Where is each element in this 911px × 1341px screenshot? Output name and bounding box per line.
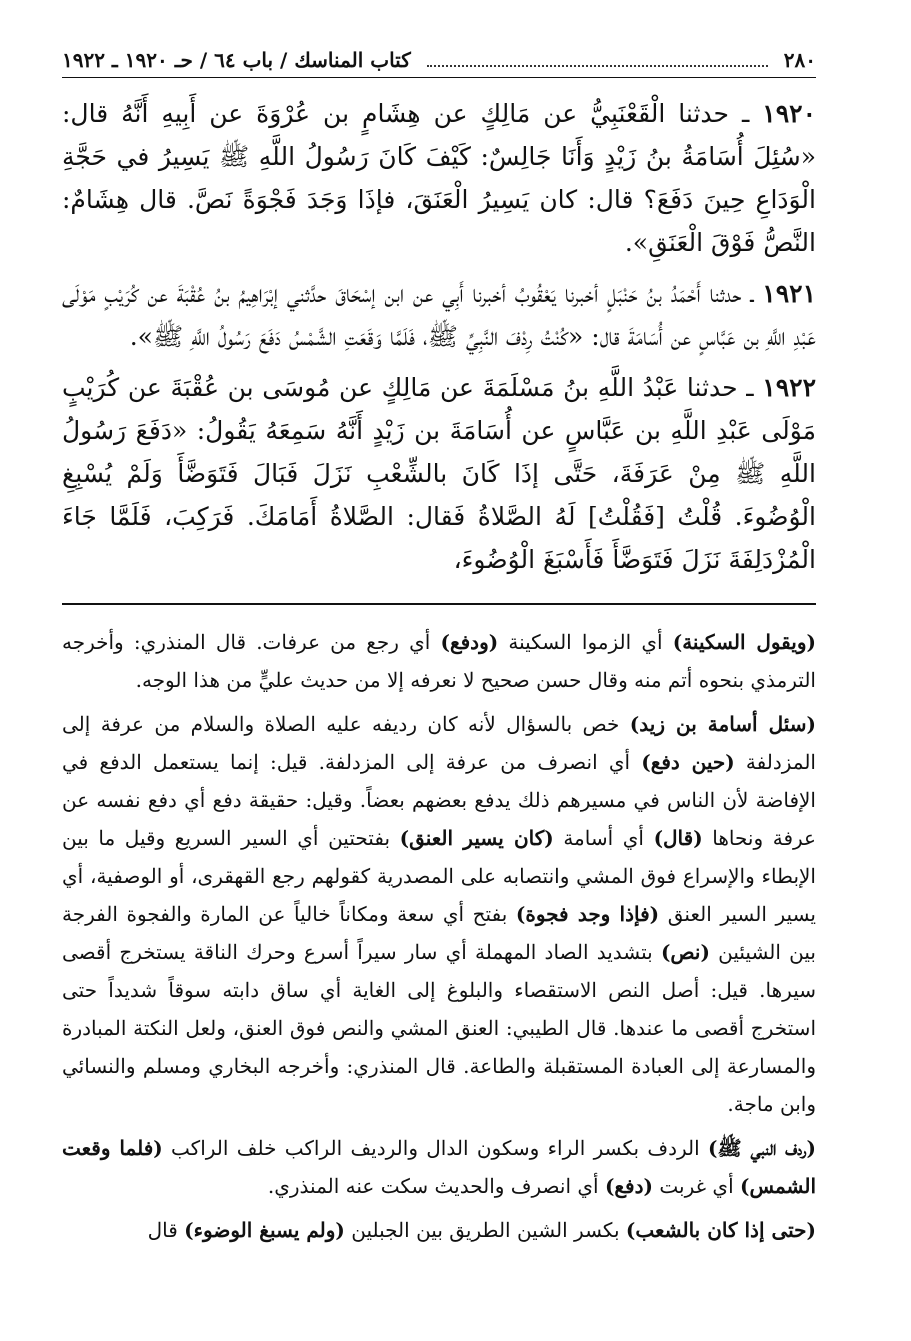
hadith-1920 — [62, 92, 816, 264]
commentary-text: أي غربت — [653, 1174, 740, 1198]
leader-dots — [427, 65, 768, 67]
commentary-paragraph — [62, 1129, 816, 1205]
page-header — [62, 48, 816, 78]
commentary-lemma: (نص) — [660, 940, 710, 964]
commentary-text: أي انصرف والحديث سكت عنه المنذري. — [267, 1174, 605, 1198]
commentary-lemma: (ويقول السكينة) — [672, 630, 816, 654]
commentary-lemma: (حتى إذا كان بالشعب) — [625, 1218, 816, 1242]
hadith-1922 — [62, 366, 816, 581]
hadith-text: ـ حدثنا عَبْدُ اللَّهِ بنُ مَسْلَمَةَ عن مَالِكٍ عن مُوسَى بن عُقْبَةَ عن كُرَيْبٍ مَوْلَى عَبْدِ اللَّهِ بن عَبَّاسٍ عن أُسَامَةَ بن زَيْدٍ أَنَّهُ سَمِعَهُ يَقُولُ: «دَفَعَ رَسُولُ اللَّهِ ﷺ مِنْ عَرَفَةَ، حَتَّى إذَا كَانَ بالشِّعْبِ نَزَلَ فَبَالَ فَتَوَضَّأَ وَلَمْ يُسْبِغِ الْوُضُوءَ. قُلْتُ [فَقُلْتُ] لَهُ الصَّلاةُ فَقال: الصَّلاةُ أَمَامَكَ. فَرَكِبَ، فَلَمَّا جَاءَ الْمُزْدَلِفَةَ نَزَلَ فَتَوَضَّأَ فَأَسْبَغَ الْوُضُوءَ، — [62, 373, 816, 574]
commentary-text: بتشديد الصاد المهملة أي سار سيراً أسرع وحرك الناقة يستخرج أقصى سيرها. قيل: أصل النص الاستقصاء والبلوغ إلى الغاية أي ساق دابته سوقاً شديداً حتى استخرج أقصى ما عندها. قال الطيبي: العنق المشي والنص فوق العنق، ولعل النكتة المبادرة والمسارعة إلى العبادة المستقبلة والطاعة. قال المنذري: وأخرجه البخاري ومسلم والنسائي وابن ماجة. — [62, 940, 816, 1116]
hadith-number: ١٩٢٠ — [762, 99, 816, 128]
running-title: كتاب المناسك / باب ٦٤ / حـ ١٩٢٠ ـ ١٩٢٢ — [62, 48, 411, 72]
commentary-section — [62, 623, 816, 1249]
commentary-text: بكسر الشين الطريق بين الجبلين — [344, 1218, 626, 1242]
hadith-text: ـ حدثنا الْقَعْنَبِيُّ عن مَالِكٍ عن هِشَامٍ بن عُرْوَةَ عن أَبِيهِ أَنَّهُ قال: «سُئِلَ أُسَامَةُ بنُ زَيْدٍ وَأَنَا جَالِسٌ: كَيْفَ كَانَ رَسُولُ اللَّهِ ﷺ يَسِيرُ في حَجَّةِ الْوَدَاعِ حِينَ دَفَعَ؟ قال: كان يَسِيرُ الْعَنَقَ، فإذَا وَجَدَ فَجْوَةً نَصَّ. قال هِشَامٌ: النَّصُّ فَوْقَ الْعَنَقِ». — [62, 99, 816, 257]
commentary-text: قال — [147, 1218, 185, 1242]
commentary-text: خص بالسؤال لأنه كان رديفه عليه الصلاة والسلام من عرفة إلى المزدلفة — [62, 712, 816, 774]
hadith-number: ١٩٢١ — [762, 279, 816, 308]
hadith-text: ـ حدثنا أَحْمَدُ بنُ حَنْبَلٍ أخبرنا يَعْقُوبُ أخبرنا أَبِي عن ابن إسْحَاقَ حدَّثني إبْرَاهِيمُ بنُ عُقْبَةَ عن كُرَيْبٍ مَوْلَى عَبْدِ اللَّهِ بن عَبَّاسٍ عن أُسَامَةَ قال: «كُنْتُ رِدْفَ النَّبِيِّ ﷺ، فَلَمَّا وَقَعَتِ الشَّمْسُ دَفَعَ رَسُولُ اللَّهِ ﷺ». — [62, 279, 816, 351]
footnote-separator — [62, 603, 816, 605]
commentary-text: بفتح أي سعة ومكاناً خالياً عن المارة والفجوة الفرجة بين الشيئين — [62, 902, 816, 964]
page-number: ٢٨٠ — [783, 48, 816, 72]
commentary-lemma: (فلما وقعت الشمس) — [62, 1136, 816, 1198]
commentary-text: أي الزموا السكينة — [498, 630, 673, 654]
commentary-text: الردف بكسر الراء وسكون الدال والرديف الراكب خلف الراكب — [162, 1136, 708, 1160]
commentary-lemma: (ولم يسبغ الوضوء) — [184, 1218, 345, 1242]
commentary-lemma: (حين دفع) — [641, 750, 735, 774]
commentary-paragraph — [62, 1211, 816, 1249]
commentary-lemma: (سئل أسامة بن زيد) — [629, 712, 816, 736]
commentary-paragraph — [62, 623, 816, 699]
commentary-text: أي رجع من عرفات. قال المنذري: وأخرجه الترمذي بنحوه أتم منه وقال حسن صحيح لا نعرفه إلا من حديث عليٍّ من هذا الوجه. — [62, 630, 816, 692]
hadith-1921 — [62, 272, 816, 358]
commentary-text: أي انصرف من عرفة إلى المزدلفة. قيل: إنما يستعمل الدفع في الإفاضة لأن الناس في مسيرهم ذلك يدفع بعضهم بعضاً. وقيل: حقيقة دفع أي دفع نفسه عن عرفة ونحاها — [62, 750, 816, 850]
commentary-paragraph — [62, 705, 816, 1123]
commentary-lemma: (كان يسير العنق) — [399, 826, 554, 850]
commentary-lemma: (ردف النبي ﷺ) — [708, 1136, 817, 1160]
commentary-lemma: (فإذا وجد فجوة) — [515, 902, 660, 926]
commentary-lemma: (ودفع) — [440, 630, 499, 654]
hadith-number: ١٩٢٢ — [762, 373, 816, 402]
commentary-lemma: (قال) — [653, 826, 703, 850]
commentary-text: أي أسامة — [553, 826, 654, 850]
commentary-lemma: (دفع) — [604, 1174, 653, 1198]
hadith-section — [62, 92, 816, 581]
commentary-text: بفتحتين أي السير السريع وقيل ما بين الإبطاء والإسراع فوق المشي وانتصابه على المصدرية كقولهم رجع القهقرى، أو الوصفية، أي يسير السير العنق — [62, 826, 816, 926]
